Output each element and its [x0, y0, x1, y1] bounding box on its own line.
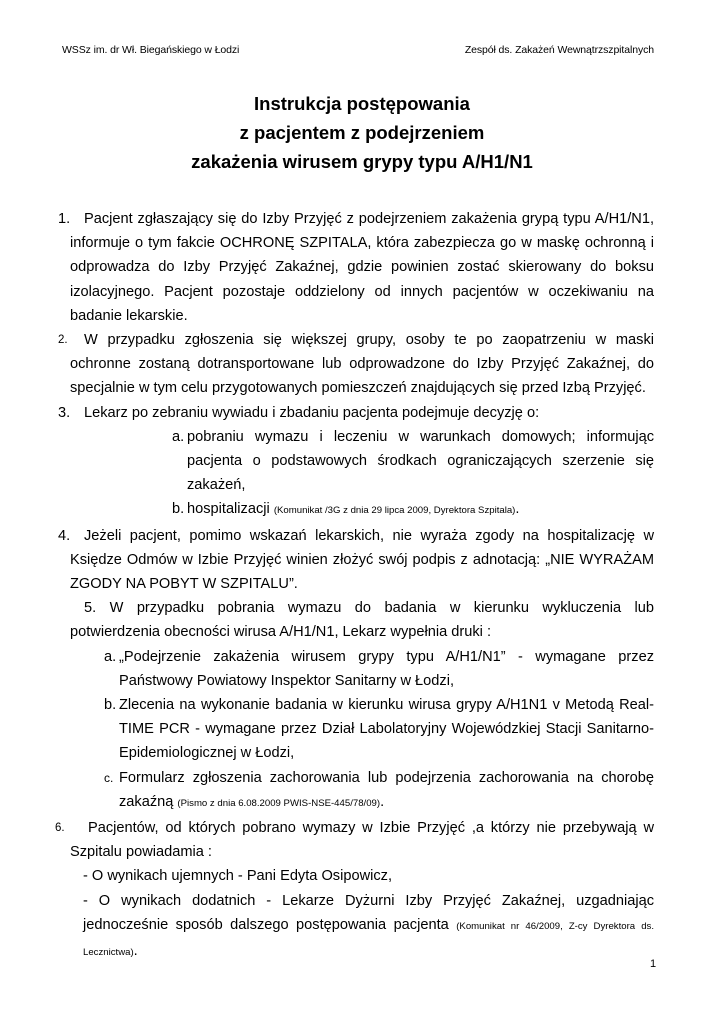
detail-text: - O wynikach dodatnich - Lekarze Dyżurni Izby Przyjęć Zakaźnej, uzgadniając jednocześnie sposób dalszego postępowania pacjenta: [83, 892, 654, 933]
sub-item-label: b.: [172, 501, 185, 518]
document-title: [0, 89, 724, 176]
sub-item-5c: [58, 766, 654, 816]
sub-item-text: pobraniu wymazu i leczeniu w warunkach domowych; informując pacjenta o podstawowych środkach ograniczających szerzenie się zakażeń,: [187, 428, 654, 494]
item-number: 3.: [58, 404, 71, 421]
sub-item-text: hospitalizacji: [187, 501, 270, 518]
reference-note: (Komunikat /3G z dnia 29 lipca 2009, Dyrektora Szpitala): [273, 505, 516, 517]
sub-item-text: Formularz zgłoszenia zachorowania lub podejrzenia zachorowania na chorobę zakaźną: [119, 769, 654, 810]
item-text: Pacjent zgłaszający się do Izby Przyjęć z podejrzeniem zakażenia grypą typu A/H1/N1, informuje o tym fakcie OCHRONĘ SZPITALA, która zabezpiecza go w maskę ochronną i odprowadza do Izby Przyjęć Zakaźnej, gdzie powinien zostać skierowany do boksu izolacyjnego. Pacjent pozostaje oddzielony od innych pacjentów w oczekiwaniu na badanie lekarskie.: [70, 211, 654, 324]
title-line-1: Instrukcja postępowania: [254, 93, 470, 114]
punctuation: .: [133, 943, 138, 960]
instruction-list: [55, 207, 654, 965]
reference-note: (Pismo z dnia 6.08.2009 PWIS-NSE-445/78/09): [177, 797, 381, 809]
list-item-4: [58, 524, 654, 597]
sub-item-label: a.: [104, 648, 117, 665]
sub-item-label: c.: [104, 770, 114, 785]
title-line-3: zakażenia wirusem grypy typu A/H1/N1: [191, 151, 533, 172]
header-right: Zespół ds. Zakażeń Wewnątrzszpitalnych: [464, 44, 654, 56]
list-item-2: [58, 328, 654, 401]
sub-item-3a: [58, 425, 654, 498]
item-text: W przypadku zgłoszenia się większej grupy, osoby te po zaopatrzeniu w maski ochronne zostaną dotransportowane lub odprowadzone do Izby Przyjęć Zakaźnej, do specjalnie w tym celu przygotowanych pomieszczeń znajdujących się przed Izbą Przyjęć.: [70, 332, 654, 397]
item-text: 5. W przypadku pobrania wymazu do badania w kierunku wykluczenia lub potwierdzenia obecności wirusa A/H1/N1, Lekarz wypełnia druki :: [70, 600, 654, 641]
item-text: Pacjentów, od których pobrano wymazy w Izbie Przyjęć ,a którzy nie przebywają w Szpitalu powiadamia :: [70, 820, 654, 861]
item-number: 2.: [58, 334, 68, 347]
item-number: 6.: [55, 822, 65, 835]
header-left: WSSz im. dr Wł. Biegańskiego w Łodzi: [62, 44, 240, 56]
list-item-5: [58, 596, 654, 644]
list-item-3: [58, 401, 654, 425]
notification-negative: [58, 864, 654, 888]
notification-positive: [58, 889, 654, 966]
punctuation: .: [380, 793, 385, 810]
detail-text: - O wynikach ujemnych - Pani Edyta Osipowicz,: [83, 868, 393, 885]
item-number: 4.: [58, 527, 71, 544]
reference-note: (Komunikat nr 46/2009, Z-cy Dyrektora ds. Lecznictwa): [83, 920, 654, 959]
list-item-6: [55, 816, 654, 864]
sub-item-5a: [58, 645, 654, 693]
punctuation: .: [515, 501, 520, 518]
sub-item-label: a.: [172, 428, 185, 445]
sub-item-3b: [58, 497, 654, 523]
item-text: Lekarz po zebraniu wywiadu i zbadaniu pacjenta podejmuje decyzję o:: [84, 404, 540, 421]
sub-item-label: b.: [104, 697, 117, 714]
title-line-2: z pacjentem z podejrzeniem: [239, 122, 485, 143]
list-item-1: [58, 207, 654, 328]
sub-item-5b: [58, 693, 654, 766]
page-number: 1: [650, 958, 657, 970]
item-number: 1.: [58, 211, 71, 227]
item-text: Jeżeli pacjent, pomimo wskazań lekarskich, nie wyraża zgody na hospitalizację w Księdze Odmów w Izbie Przyjęć winien złożyć swój podpis z adnotacją: „NIE WYRAŻAM ZGODY NA POBYT W SZPITALU”.: [70, 527, 654, 593]
sub-item-text: „Podejrzenie zakażenia wirusem grypy typu A/H1/N1” - wymagane przez Państwowy Powiatowy Inspektor Sanitarny w Łodzi,: [119, 648, 654, 689]
sub-item-text: Zlecenia na wykonanie badania w kierunku wirusa grypy A/H1N1 v Metodą Real-TIME PCR - wymagane przez Dział Labolatoryjny Wojewódzkiej Stacji Sanitarno-Epidemiologicznej w Łodzi,: [119, 697, 654, 762]
